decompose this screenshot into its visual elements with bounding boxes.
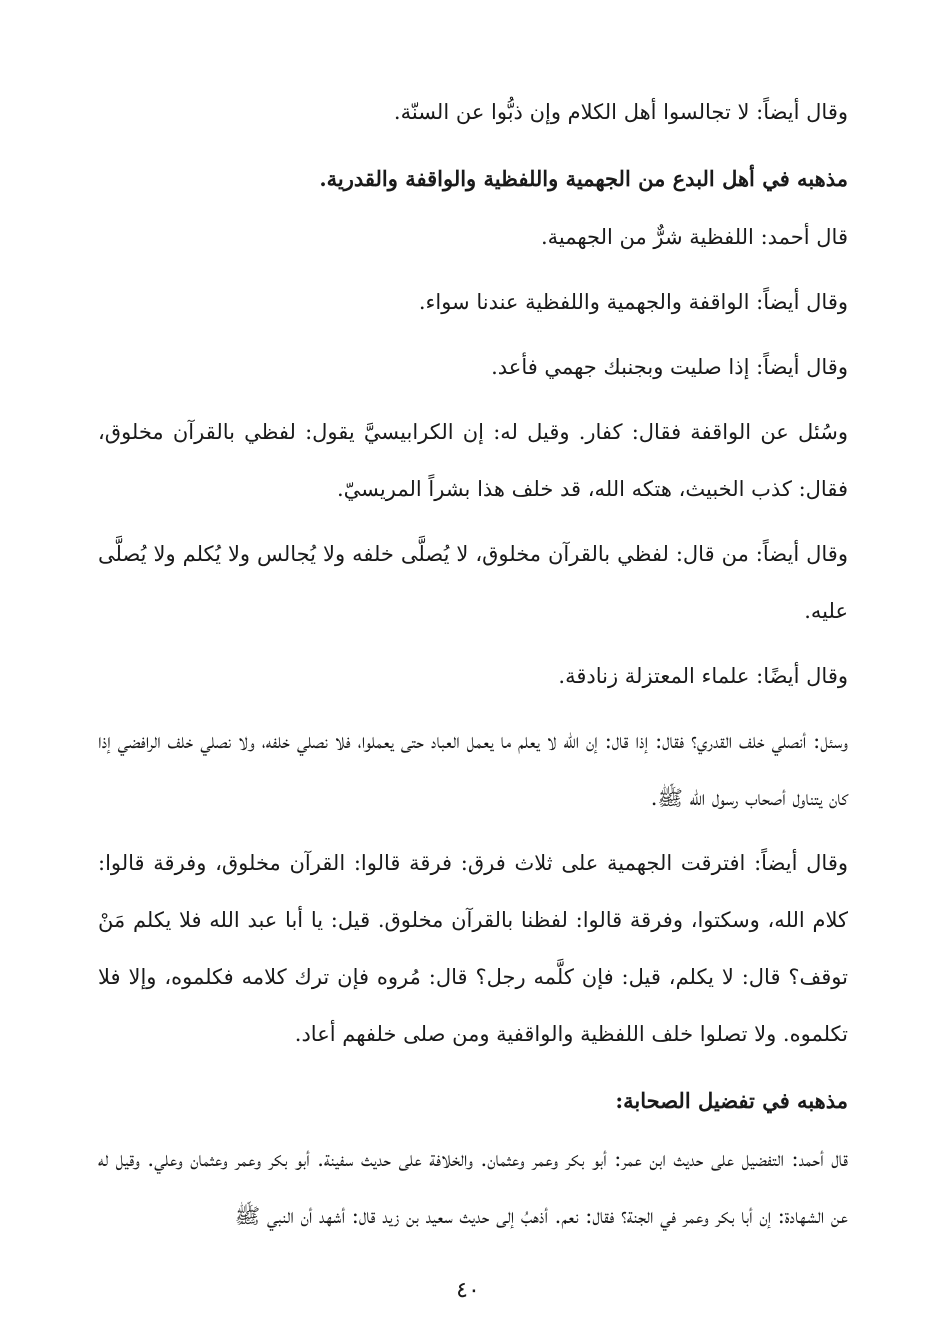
paragraph-1: وقال أيضاً: لا تجالسوا أهل الكلام وإن ذبُّوا عن السنّة. — [393, 100, 848, 124]
paragraph-8: وسئل: أنصلي خلف القدري؟ فقال: إذا قال: إن الله لا يعلم ما يعمل العباد حتى يعملوا، فلا نصلي خلفه، ولا نصلي خلف الرافضي إذا كان يتناول أصحاب رسول الله ﷺ. — [98, 729, 848, 810]
paragraph-7: وقال أيضًا: علماء المعتزلة زنادقة. — [558, 664, 848, 688]
paragraph-3: وقال أيضاً: الواقفة والجهمية واللفظية عندنا سواء. — [418, 290, 848, 314]
page-number: ٤٠ — [456, 1278, 480, 1303]
paragraph-9: وقال أيضاً: افترقت الجهمية على ثلاث فرق: فرقة قالوا: القرآن مخلوق، وفرقة قالوا: كلام الله، وسكتوا، وفرقة قالوا: لفظنا بالقرآن مخلوق. قيل: يا أبا عبد الله فلا يكلم مَنْ توقف؟ قال: لا يكلم، قيل: فإن كلَّمه رجل؟ قال: مُروه فإن ترك كلامه فكلموه، وإلا فلا تكلموه. ولا تصلوا خلف اللفظية والواقفية ومن صلى خلفهم أعاد. — [98, 851, 848, 1046]
paragraph-10: قال أحمد: التفضيل على حديث ابن عمر: أبو بكر وعمر وعثمان. والخلافة على حديث سفينة. أبو بكر وعمر وعثمان وعلي. وقيل له عن الشهادة: إن أبا بكر وعمر في الجنة؟ فقال: نعم. أذهبُ إلى حديث سعيد بن زيد قال: أشهد أن النبي ﷺ — [98, 1147, 848, 1228]
paragraph-2: قال أحمد: اللفظية شرٌّ من الجهمية. — [540, 225, 848, 249]
section-heading-companions: مذهبه في تفضيل الصحابة: — [615, 1088, 848, 1113]
paragraph-6: وقال أيضاً: من قال: لفظي بالقرآن مخلوق، لا يُصلَّى خلفه ولا يُجالس ولا يُكلم ولا يُصلَّى عليه. — [98, 542, 848, 623]
paragraph-5: وسُئل عن الواقفة فقال: كفار. وقيل له: إن الكرابيسيَّ يقول: لفظي بالقرآن مخلوق، فقال: كذب الخبيث، هتكه الله، قد خلف هذا بشراً المريسيّ. — [98, 420, 848, 501]
paragraph-4: وقال أيضاً: إذا صليت وبجنبك جهمي فأعد. — [491, 355, 848, 379]
page-body — [98, 84, 848, 1245]
section-heading-innovators: مذهبه في أهل البدع من الجهمية واللفظية والواقفة والقدرية. — [319, 166, 848, 191]
